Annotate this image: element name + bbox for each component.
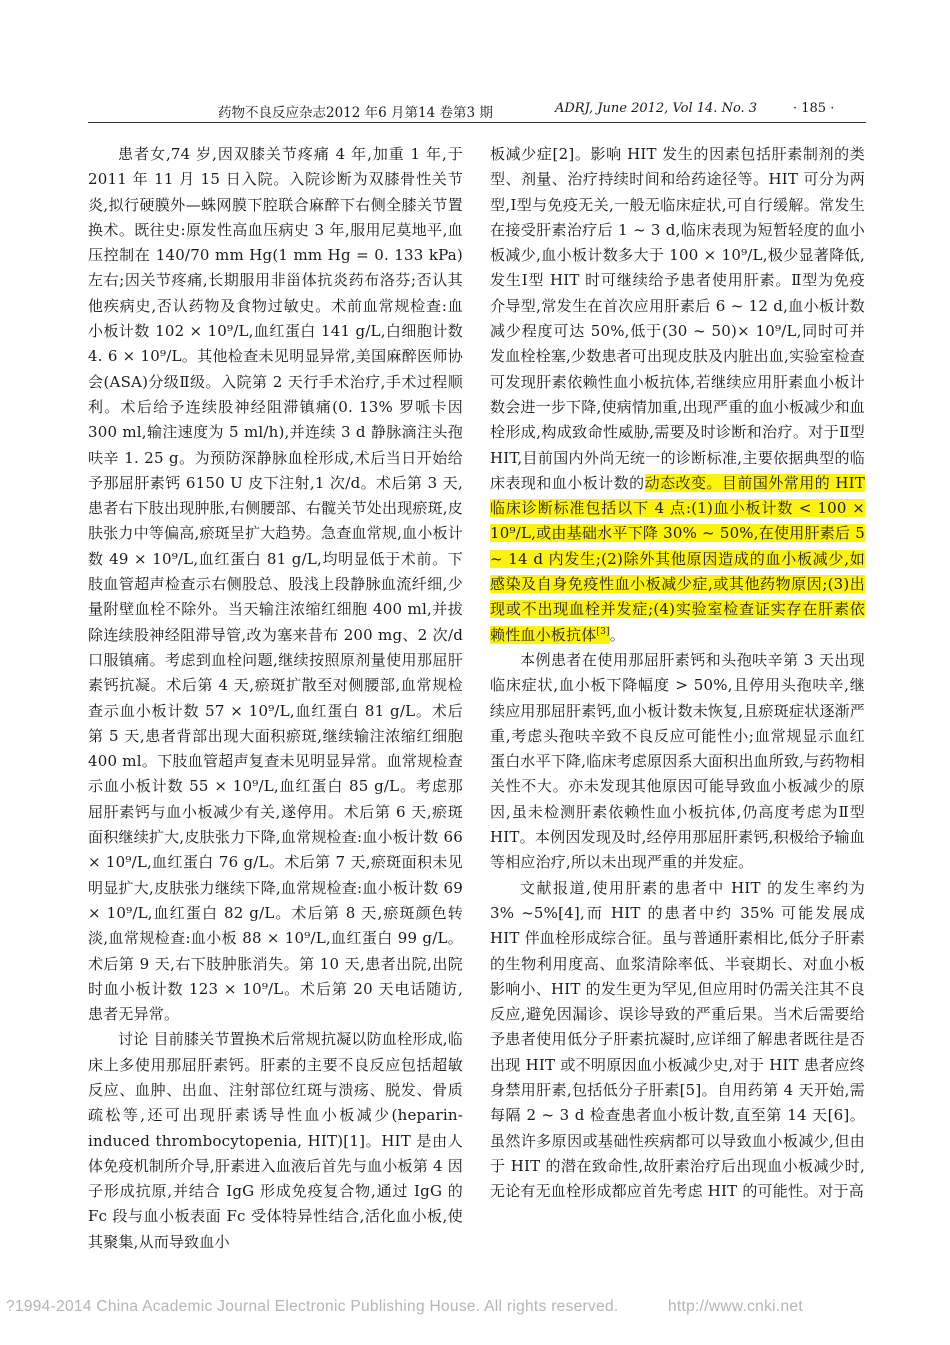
criteria-text: 动态改变。目前国外常用的 HIT 临床诊断标准包括以下 4 点:(1)血小板计数 < 100 × 10⁹/L,或由基础水平下降 30% ~ 50%,在使用肝素后 5 ~ 14 d 内发生;(2)除外其他原因造成的血小板减少,如感染及自身免疫性血小板减少症,或其他药物原因;(3)出现或不出现血栓并发症;(4)实验室检查证实存在肝素依赖性血小板抗体 — [490, 473, 865, 644]
highlighted-diagnostic-criteria — [490, 474, 865, 644]
right-column — [490, 142, 865, 1204]
journal-title-en: ADRJ, June 2012, Vol 14. No. 3 — [555, 101, 758, 116]
cnki-link[interactable]: http://www.cnki.net — [668, 1298, 803, 1315]
copyright-text: ?1994-2014 China Academic Journal Electronic Publishing House. All rights reserved. — [6, 1298, 619, 1315]
page-number: · 185 · — [793, 101, 835, 116]
case-analysis-paragraph: 本例患者在使用那屈肝素钙和头孢呋辛第 3 天出现临床症状,血小板下降幅度 > 50%,且停用头孢呋辛,继续应用那屈肝素钙,血小板计数未恢复,且瘀斑症状逐渐严重,考虑头孢呋辛致不良反应可能性小;血常规显示血红蛋白水平下降,临床考虑原因系大面积出血所致,与药物相关性不大。亦未发现其他原因可能导致血小板减少的原因,虽未检测肝素依赖性血小板抗体,仍高度考虑为Ⅱ型 HIT。本例因发现及时,经停用那屈肝素钙,积极给予输血等相应治疗,所以未出现严重的并发症。 — [490, 650, 865, 872]
citation-3: [3] — [596, 626, 610, 637]
hit-types-text: 板减少症[2]。影响 HIT 发生的因素包括肝素制剂的类型、剂量、治疗持续时间和给药途径等。HIT 可分为两型,Ⅰ型与免疫无关,一般无临床症状,可自行缓解。常发生在接受肝素治疗后 1 ~ 3 d,临床表现为短暂轻度的血小板减少,血小板计数多大于 100 × 10⁹/L,极少显著降低,发生Ⅰ型 HIT 时可继续给予患者使用肝素。Ⅱ型为免疫介导型,常发生在首次应用肝素后 6 ~ 12 d,血小板计数减少程度可达 50%,低于(30 ~ 50)× 10⁹/L,同时可并发血栓栓塞,少数患者可出现皮肤及内脏出血,实验室检查可发现肝素依赖性血小板抗体,若继续应用肝素血小板计数会进一步下降,使病情加重,出现严重的血小板减少和血栓形成,构成致命性威胁,需要及时诊断和治疗。对于Ⅱ型 HIT,目前国内外尚无统一的诊断标准,主要依据典型的临床表现和血小板计数的 — [490, 145, 865, 492]
journal-title-cn: 药物不良反应杂志2012 年6 月第14 卷第3 期 — [218, 105, 493, 121]
literature-paragraph: 文献报道,使用肝素的患者中 HIT 的发生率约为 3% ~5%[4],而 HIT 的患者中约 35% 可能发展成 HIT 伴血栓形成综合征。虽与普通肝素相比,低分子肝素的生物利用度高、血浆清除率低、半衰期长、对血小板影响小、HIT 的发生更为罕见,但应用时仍需关注其不良反应,避免因漏诊、误诊导致的严重后果。当术后需要给予患者使用低分子肝素抗凝时,应详细了解患者既往是否出现 HIT 或不明原因血小板减少史,对于 HIT 患者应终身禁用肝素,包括低分子肝素[5]。自用药第 4 天开始,需每隔 2 ~ 3 d 检查患者血小板计数,直至第 14 天[6]。虽然许多原因或基础性疾病都可以导致血小板减少,但由于 HIT 的潜在致命性,故肝素治疗后出现血小板减少时,无论有无血栓形成都应首先考虑 HIT 的可能性。对于高 — [490, 878, 865, 1201]
case-report-paragraph: 患者女,74 岁,因双膝关节疼痛 4 年,加重 1 年,于 2011 年 11 月 15 日入院。入院诊断为双膝骨性关节炎,拟行硬膜外—蛛网膜下腔联合麻醉下右侧全膝关节置换术。既往史:原发性高血压病史 3 年,服用尼莫地平,血压控制在 140/70 mm Hg(1 mm Hg = 0. 133 kPa)左右;因关节疼痛,长期服用非甾体抗炎药布洛芬;否认其他疾病史,否认药物及食物过敏史。术前血常规检查:血小板计数 102 × 10⁹/L,血红蛋白 141 g/L,白细胞计数 4. 6 × 10⁹/L。其他检查未见明显异常,美国麻醉医师协会(ASA)分级Ⅱ级。入院第 2 天行手术治疗,手术过程顺利。术后给予连续股神经阻滞镇痛(0. 13% 罗哌卡因 300 ml,输注速度为 5 ml/h),并连续 3 d 静脉滴注头孢呋辛 1. 25 g。为预防深静脉血栓形成,术后当日开始给予那屈肝素钙 6150 U 皮下注射,1 次/d。术后第 3 天,患者右下肢出现肿胀,右侧腰部、右髋关节处出现瘀斑,皮肤张力中等偏高,瘀斑呈扩大趋势。急查血常规,血小板计数 49 × 10⁹/L,血红蛋白 81 g/L,均明显低于术前。下肢血管超声检查示右侧股总、股浅上段静脉血流纤细,少量附壁血栓不除外。当天输注浓缩红细胞 400 ml,并拔除连续股神经阻滞导管,改为塞来昔布 200 mg、2 次/d 口服镇痛。考虑到血栓问题,继续按照原剂量使用那屈肝素钙抗凝。术后第 4 天,瘀斑扩散至对侧腰部,血常规检查示血小板计数 57 × 10⁹/L,血红蛋白 81 g/L。术后第 5 天,患者背部出现大面积瘀斑,继续输注浓缩红细胞 400 ml。下肢血管超声复查未见明显异常。血常规检查示血小板计数 55 × 10⁹/L,血红蛋白 85 g/L。考虑那屈肝素钙与血小板减少有关,遂停用。术后第 6 天,瘀斑面积继续扩大,皮肤张力下降,血常规检查:血小板计数 66 × 10⁹/L,血红蛋白 76 g/L。术后第 7 天,瘀斑面积未见明显扩大,皮肤张力继续下降,血常规检查:血小板计数 69 × 10⁹/L,血红蛋白 82 g/L。术后第 8 天,瘀斑颜色转淡,血常规检查:血小板 88 × 10⁹/L,血红蛋白 99 g/L。术后第 9 天,右下肢肿胀消失。第 10 天,患者出院,出院时血小板计数 123 × 10⁹/L。术后第 20 天电话随访,患者无异常。 — [88, 145, 463, 1024]
left-column — [88, 142, 463, 1255]
hit-types-paragraph — [490, 142, 865, 648]
header-rule — [88, 122, 866, 123]
running-header — [0, 101, 950, 123]
sentence-end: 。 — [609, 625, 625, 644]
discussion-paragraph: 讨论 目前膝关节置换术后常规抗凝以防血栓形成,临床上多使用那屈肝素钙。肝素的主要不良反应包括超敏反应、血肿、出血、注射部位红斑与溃疡、脱发、骨质疏松等,还可出现肝素诱导性血小板减少(heparin-induced thrombocytopenia, HIT)[1]。HIT 是由人体免疫机制所介导,肝素进入血液后首先与血小板第 4 因子形成抗原,并结合 IgG 形成免疫复合物,通过 IgG 的 Fc 段与血小板表面 Fc 受体特异性结合,活化血小板,使其聚集,从而导致血小 — [88, 1030, 463, 1251]
